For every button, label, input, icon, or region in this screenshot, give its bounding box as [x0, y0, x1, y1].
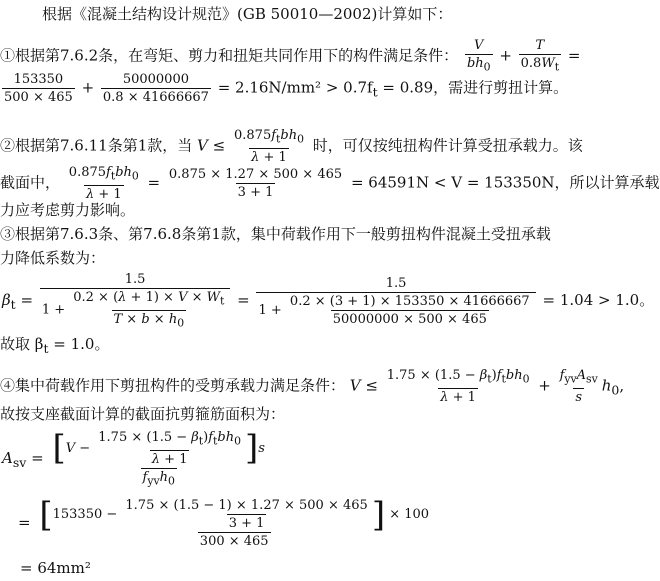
p3-line1: ③根据第7.6.3条、第7.6.8条第1款，集中荷载作用下一般剪扭构件混凝土受扭承载 — [0, 225, 551, 243]
p3-conclusion: 故取 $\beta_t = 1.0$。 — [0, 335, 110, 356]
p2-line3: 力应考虑剪力影响。 — [0, 201, 136, 219]
p1-line2: $\frac{153350}{500 \times 465}$ + $\frac{50000000}{0.8 \times 41666667}$ = $2.16N/mm^2 > 0.7f_t = 0.89$，需进行剪扭计算。 — [4, 72, 569, 105]
p2-line1: ②根据第7.6.11条第1款，当 V ≤ $\frac{0.875f_tbh_0}{\lambda + 1}$ 时，可仅按纯扭构件计算受扭承载力。该 — [0, 128, 583, 165]
p1-line1: ①根据第7.6.2条，在弯矩、剪力和扭矩共同作用下的构件满足条件： $\frac{V}{bh_0}$ + $\frac{T}{0.8W_t}$ = — [0, 38, 581, 74]
asv-formula: $A_{sv}$ = [V − $\frac{1.75 \times (1.5 - \beta_t)f_tbh_0}{\lambda + 1}$ ]s $f_{yv}h_0$ — [2, 428, 265, 488]
asv-numeric: = [153350 − $\frac{1.75 \times (1.5 - 1) \times 1.27 \times 500 \times 465}{3 + 1}$ ] × 100 300 × 465 — [18, 494, 430, 549]
p4-line2: 故按支座截面计算的截面抗剪箍筋面积为： — [0, 405, 286, 423]
p3-line2: 力降低系数为： — [0, 249, 106, 267]
intro-line: 根据《混凝土结构设计规范》(GB 50010—2002)计算如下： — [42, 5, 453, 23]
p3-beta-formula: $\beta_t$ = 1.5 1 + $\frac{0.2 \times (\lambda + 1) \times V \times W_t}{T \times b \times h_0}$ = 1.5 1 + $\frac{0.2 \times (3 + 1) \times 153350 \times 41666667}{50000000 \times 500 \times 465}$ = 1.04 > 1.0。 — [2, 272, 655, 330]
p2-line2: 截面中， $\frac{0.875f_tbh_0}{\lambda + 1}$ = $\frac{0.875 \times 1.27 \times 500 \times 465}{3 + 1}$ = 64591N < V = 153350N，所以计算承载 — [0, 165, 660, 202]
p4-line1: ④集中荷载作用下剪扭构件的受剪承载力满足条件： V ≤ $\frac{1.75 \times (1.5 - \beta_t)f_tbh_0}{\lambda + 1}$ + $\frac{f_{yv}A_{sv}}{s}$ $h_0$, — [0, 368, 625, 405]
final-result: = 64mm² — [20, 559, 91, 577]
